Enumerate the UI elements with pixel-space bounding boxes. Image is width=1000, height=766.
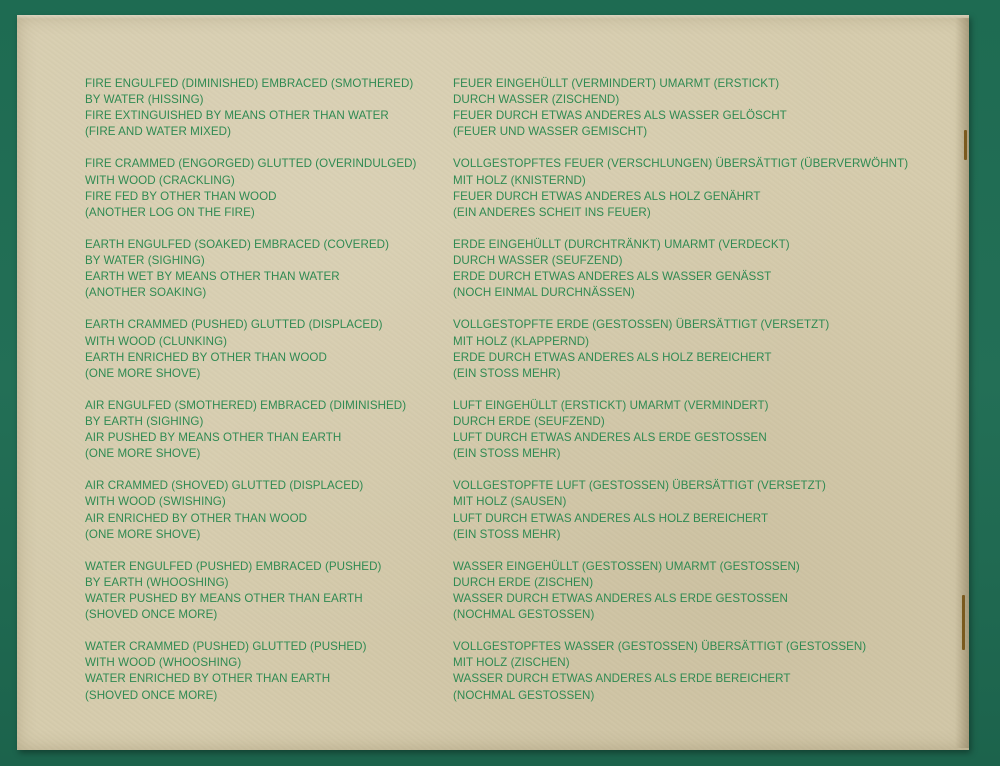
- german-text-line: MIT HOLZ (SAUSEN): [453, 495, 567, 509]
- german-stanza: [453, 559, 908, 623]
- german-text-line: VOLLGESTOPFTE ERDE (GESTOSSEN) ÜBERSÄTTIGT (VERSETZT): [453, 318, 830, 332]
- german-text-line: WASSER DURCH ETWAS ANDERES ALS ERDE GESTOSSEN: [453, 592, 788, 605]
- german-text-line: VOLLGESTOPFTES WASSER (GESTOSSEN) ÜBERSÄTTIGT (GESTOSSEN): [453, 640, 867, 654]
- english-stanza: [85, 478, 416, 542]
- german-text-line: DURCH ERDE (SEUFZEND): [453, 414, 605, 428]
- english-text-line: WITH WOOD (SWISHING): [85, 495, 226, 509]
- english-text-line: AIR ENRICHED BY OTHER THAN WOOD: [85, 511, 308, 525]
- english-text-line: EARTH ENRICHED BY OTHER THAN WOOD: [85, 350, 327, 364]
- english-text-line: WATER CRAMMED (PUSHED) GLUTTED (PUSHED): [85, 640, 367, 654]
- german-stanza: [453, 76, 908, 140]
- english-text-line: AIR CRAMMED (SHOVED) GLUTTED (DISPLACED): [85, 479, 364, 493]
- english-text-line: (ONE MORE SHOVE): [85, 527, 201, 541]
- german-stanza: [453, 237, 908, 301]
- english-text-line: FIRE FED BY OTHER THAN WOOD: [85, 189, 277, 203]
- german-text-line: LUFT DURCH ETWAS ANDERES ALS HOLZ BEREICHERT: [453, 511, 769, 525]
- german-text-line: MIT HOLZ (KLAPPERND): [453, 334, 590, 348]
- english-text-line: WATER ENRICHED BY OTHER THAN EARTH: [85, 672, 331, 686]
- german-text-line: (NOCHMAL GESTOSSEN): [453, 608, 595, 622]
- english-stanza: [85, 398, 416, 462]
- german-text-line: (EIN STOSS MEHR): [453, 447, 561, 461]
- english-stanza: [85, 156, 416, 220]
- english-text-line: (ANOTHER SOAKING): [85, 286, 207, 300]
- box-edge-mark-upper: [964, 130, 967, 160]
- german-text-line: (EIN ANDERES SCHEIT INS FEUER): [453, 205, 651, 219]
- english-text-line: EARTH WET BY MEANS OTHER THAN WATER: [85, 270, 340, 284]
- german-text-line: (EIN STOSS MEHR): [453, 366, 561, 380]
- english-stanza: [85, 559, 416, 623]
- english-text-line: (ONE MORE SHOVE): [85, 447, 201, 461]
- german-stanza: [453, 398, 908, 462]
- english-text-line: FIRE EXTINGUISHED BY MEANS OTHER THAN WATER: [85, 109, 389, 123]
- german-stanza: [453, 317, 908, 381]
- german-text-line: ERDE DURCH ETWAS ANDERES ALS WASSER GENÄSST: [453, 270, 772, 284]
- english-text-line: WITH WOOD (CRACKLING): [85, 173, 235, 187]
- german-text-line: FEUER EINGEHÜLLT (VERMINDERT) UMARMT (ERSTICKT): [453, 77, 780, 90]
- english-text-line: EARTH ENGULFED (SOAKED) EMBRACED (COVERED): [85, 237, 390, 251]
- english-text-line: (FIRE AND WATER MIXED): [85, 125, 232, 139]
- german-stanza: [453, 478, 908, 542]
- english-stanza: [85, 639, 416, 703]
- german-text-line: MIT HOLZ (ZISCHEN): [453, 656, 570, 670]
- german-stanza: [453, 156, 908, 220]
- english-text-line: (SHOVED ONCE MORE): [85, 688, 218, 702]
- english-text-line: BY EARTH (SIGHING): [85, 414, 204, 428]
- german-text-line: WASSER DURCH ETWAS ANDERES ALS ERDE BEREICHERT: [453, 672, 791, 686]
- german-text-line: ERDE EINGEHÜLLT (DURCHTRÄNKT) UMARMT (VERDECKT): [453, 237, 790, 251]
- german-text-line: (FEUER UND WASSER GEMISCHT): [453, 125, 648, 139]
- english-text-line: BY WATER (SIGHING): [85, 254, 205, 268]
- english-text-line: (ONE MORE SHOVE): [85, 366, 201, 380]
- german-text-line: LUFT EINGEHÜLLT (ERSTICKT) UMARMT (VERMINDERT): [453, 398, 769, 412]
- english-text-line: FIRE CRAMMED (ENGORGED) GLUTTED (OVERINDULGED): [85, 157, 417, 171]
- german-text-line: FEUER DURCH ETWAS ANDERES ALS HOLZ GENÄHRT: [453, 189, 761, 203]
- german-text-line: LUFT DURCH ETWAS ANDERES ALS ERDE GESTOSSEN: [453, 431, 767, 445]
- german-text-line: VOLLGESTOPFTES FEUER (VERSCHLUNGEN) ÜBERSÄTTIGT (ÜBERVERWÖHNT): [453, 157, 909, 171]
- german-text-line: DURCH ERDE (ZISCHEN): [453, 575, 594, 589]
- english-text-line: AIR PUSHED BY MEANS OTHER THAN EARTH: [85, 431, 342, 445]
- german-text-line: MIT HOLZ (KNISTERND): [453, 173, 586, 187]
- german-text-line: ERDE DURCH ETWAS ANDERES ALS HOLZ BEREICHERT: [453, 350, 772, 364]
- german-text-line: VOLLGESTOPFTE LUFT (GESTOSSEN) ÜBERSÄTTIGT (VERSETZT): [453, 479, 826, 493]
- english-text-line: WITH WOOD (CLUNKING): [85, 334, 228, 348]
- box-edge-mark-lower: [962, 595, 965, 650]
- english-text-line: (SHOVED ONCE MORE): [85, 608, 218, 622]
- german-text-line: (NOCH EINMAL DURCHNÄSSEN): [453, 286, 635, 300]
- english-text-line: WITH WOOD (WHOOSHING): [85, 656, 242, 670]
- english-text-line: EARTH CRAMMED (PUSHED) GLUTTED (DISPLACED): [85, 318, 383, 332]
- german-text-line: FEUER DURCH ETWAS ANDERES ALS WASSER GELÖSCHT: [453, 109, 787, 123]
- english-text-line: WATER PUSHED BY MEANS OTHER THAN EARTH: [85, 592, 363, 605]
- german-text-line: DURCH WASSER (SEUFZEND): [453, 254, 623, 268]
- german-text-line: WASSER EINGEHÜLLT (GESTOSSEN) UMARMT (GESTOSSEN): [453, 559, 800, 573]
- english-text-line: FIRE ENGULFED (DIMINISHED) EMBRACED (SMOTHERED): [85, 77, 414, 90]
- english-text-column: [85, 76, 416, 720]
- english-text-line: BY EARTH (WHOOSHING): [85, 575, 229, 589]
- german-text-column: [453, 76, 908, 720]
- german-text-line: (NOCHMAL GESTOSSEN): [453, 688, 595, 702]
- box-top-edge: [17, 15, 969, 19]
- english-text-line: (ANOTHER LOG ON THE FIRE): [85, 205, 255, 219]
- german-stanza: [453, 639, 908, 703]
- english-text-line: WATER ENGULFED (PUSHED) EMBRACED (PUSHED): [85, 559, 382, 573]
- english-stanza: [85, 237, 416, 301]
- english-stanza: [85, 317, 416, 381]
- german-text-line: DURCH WASSER (ZISCHEND): [453, 93, 620, 107]
- english-text-line: AIR ENGULFED (SMOTHERED) EMBRACED (DIMINISHED): [85, 398, 407, 412]
- german-text-line: (EIN STOSS MEHR): [453, 527, 561, 541]
- english-text-line: BY WATER (HISSING): [85, 93, 204, 107]
- english-stanza: [85, 76, 416, 140]
